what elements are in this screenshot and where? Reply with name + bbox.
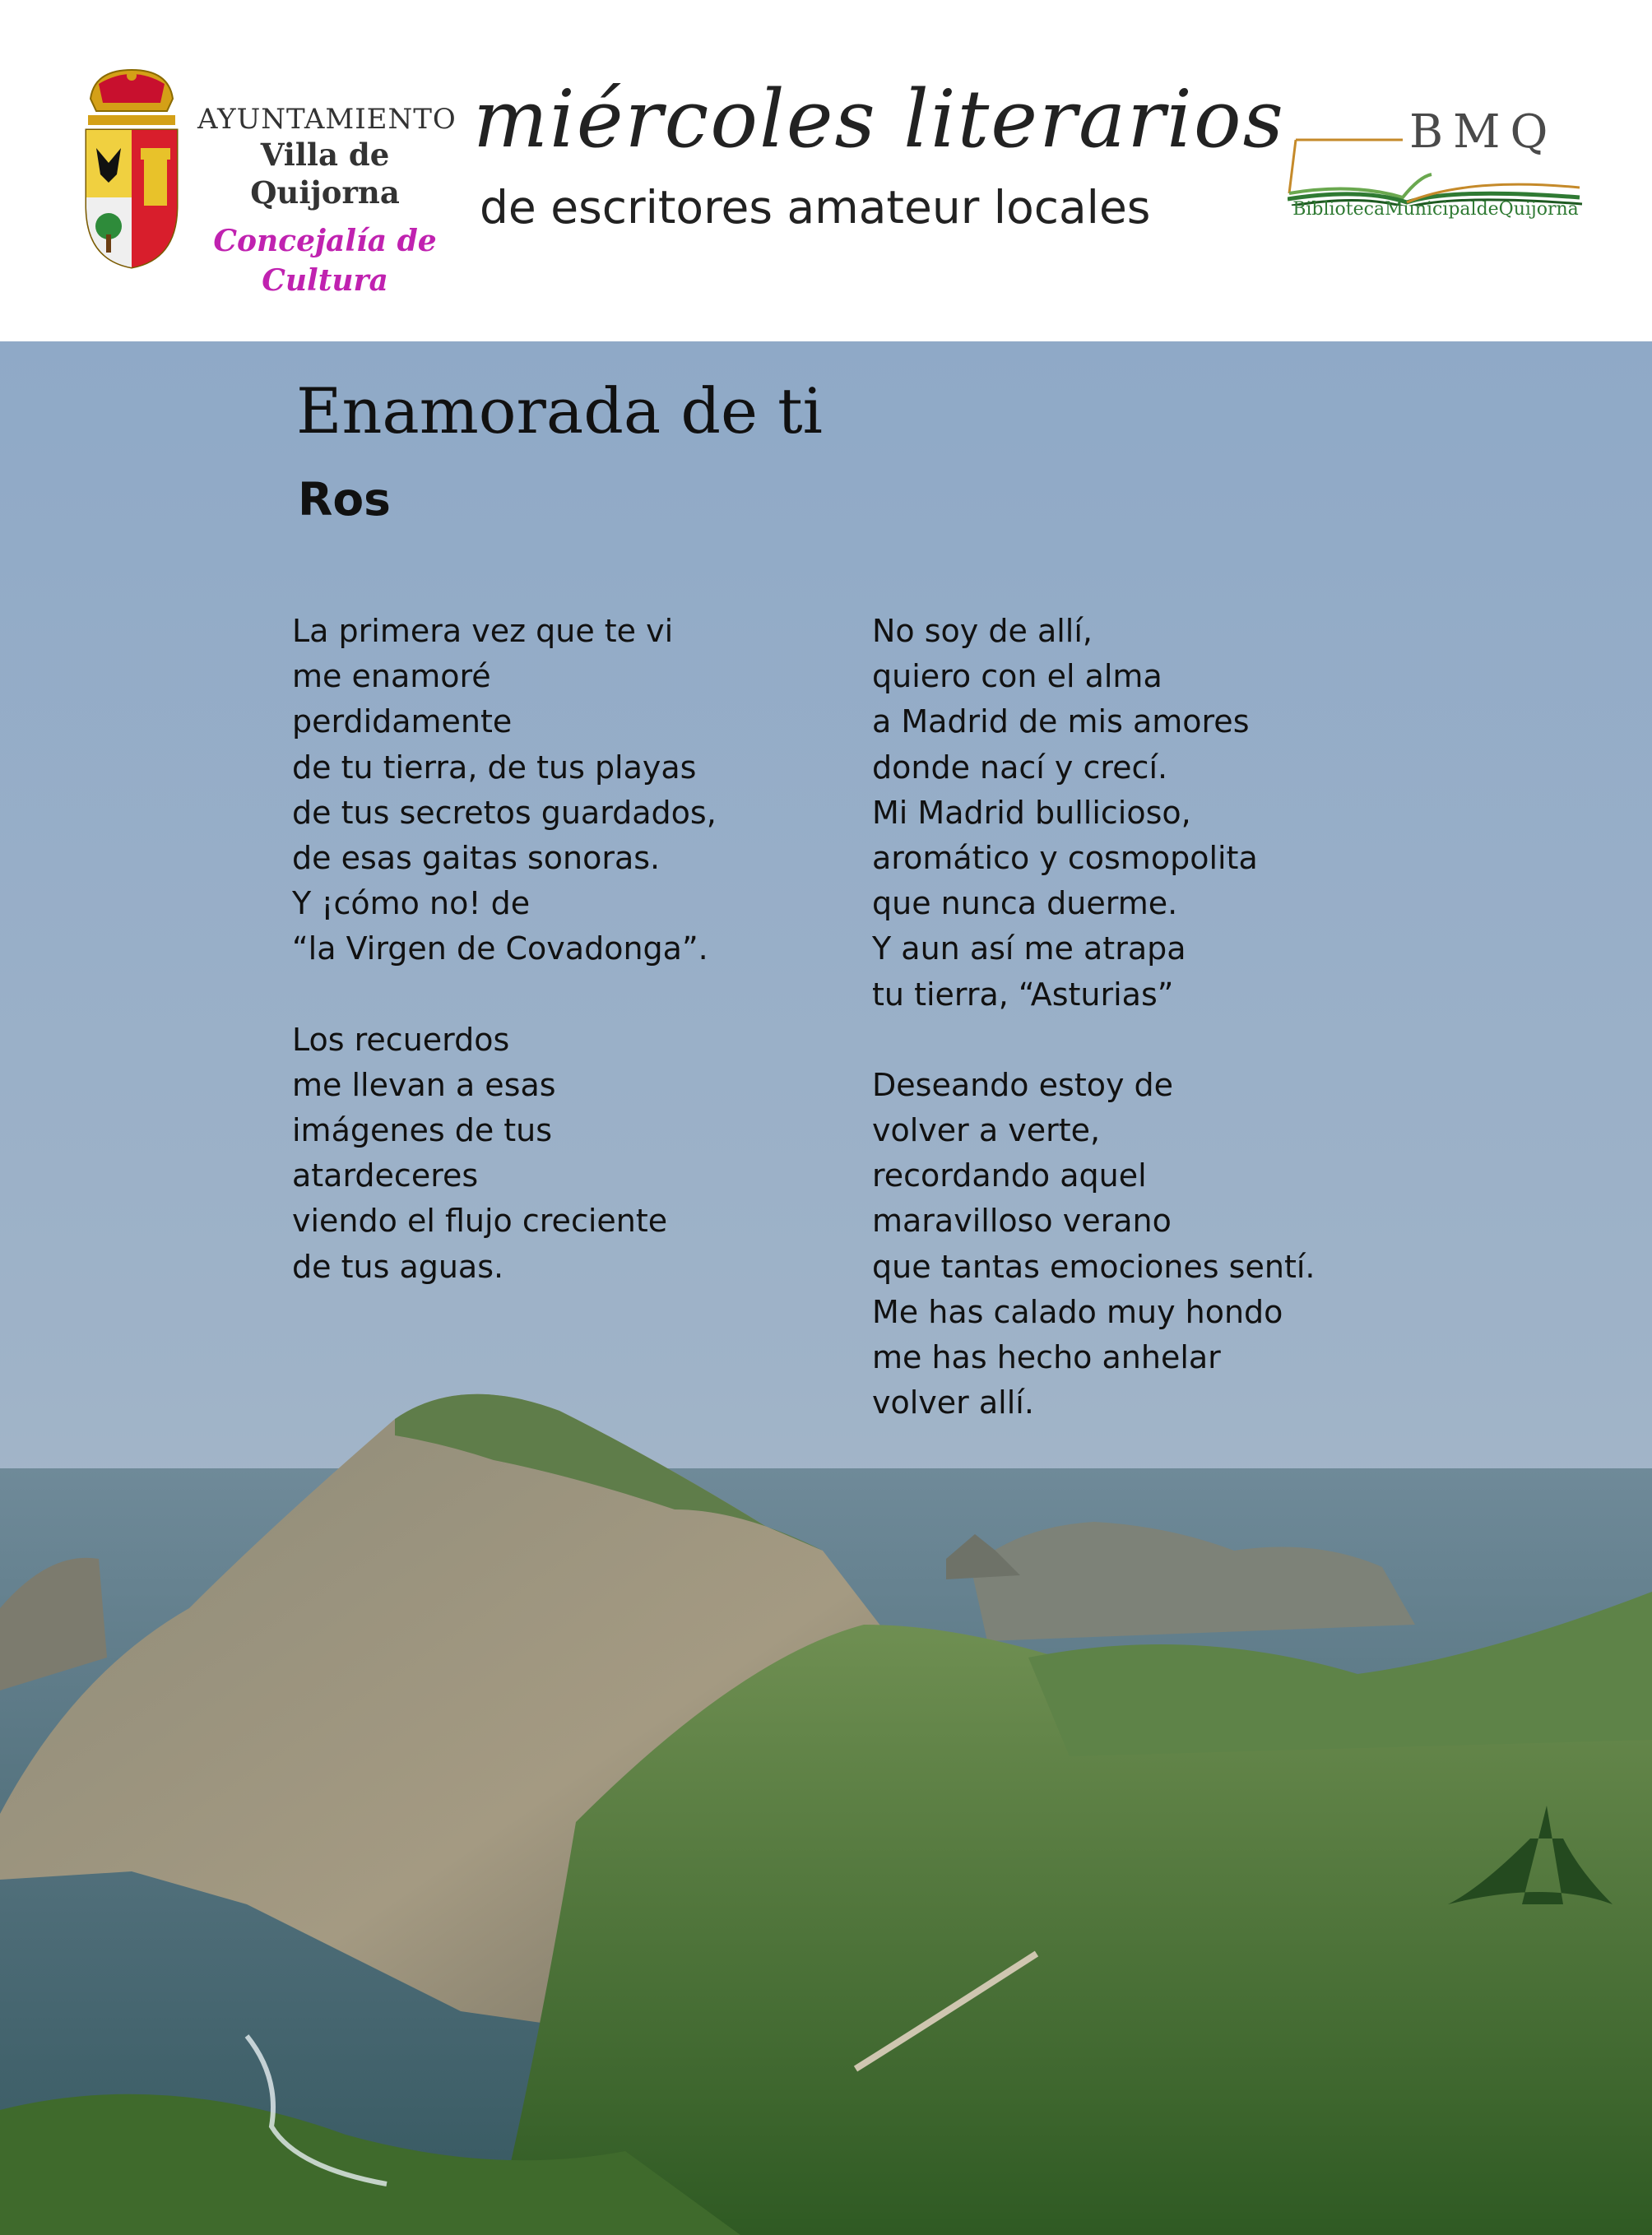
- header: [0, 0, 1652, 341]
- poem-line: recordando aquel: [872, 1157, 1147, 1194]
- series-subtitle: de escritores amateur locales: [480, 181, 1151, 234]
- library-name: BibliotecaMunicipaldeQuijorna: [1292, 199, 1579, 220]
- poem-line: No soy de allí,: [872, 613, 1093, 649]
- poem-panel: [0, 341, 1652, 2235]
- poem-line: a Madrid de mis amores: [872, 703, 1250, 740]
- poem-line: viendo el flujo creciente: [292, 1203, 668, 1240]
- poem-line: me enamoré: [292, 658, 491, 695]
- poem-line: Me has calado muy hondo: [872, 1293, 1283, 1330]
- villa-label: Villa de Quijorna: [250, 137, 400, 211]
- poem-line: atardeceres: [292, 1157, 479, 1194]
- poem-line: Y ¡cómo no! de: [292, 885, 531, 922]
- poem-line: volver a verte,: [872, 1112, 1101, 1149]
- poem-line: perdidamente: [292, 703, 513, 740]
- poem-line: Los recuerdos: [292, 1021, 510, 1058]
- concejalia-line2: Cultura: [262, 263, 388, 298]
- poem-line: de tus aguas.: [292, 1248, 504, 1285]
- stanza-break: [292, 972, 717, 1018]
- poem-line: quiero con el alma: [872, 658, 1162, 695]
- coat-of-arms-icon: [78, 66, 185, 271]
- poem-column-left: [292, 609, 717, 1290]
- library-initials: BMQ: [1409, 105, 1558, 159]
- stanza-break: [872, 1018, 1315, 1063]
- poem-line: donde nací y crecí.: [872, 749, 1168, 786]
- ayuntamiento-label: AYUNTAMIENTO: [197, 103, 457, 136]
- poem-line: imágenes de tus: [292, 1112, 553, 1149]
- poem-line: Deseando estoy de: [872, 1066, 1174, 1103]
- ayuntamiento-block: [197, 103, 457, 300]
- poem-line: volver allí.: [872, 1384, 1034, 1421]
- poem-line: aromático y cosmopolita: [872, 839, 1258, 876]
- poem-line: Y aun así me atrapa: [872, 930, 1186, 967]
- concejalia-line1: Concejalía de: [213, 224, 437, 258]
- series-title: miércoles literarios: [473, 73, 1285, 165]
- poem-line: de tus secretos guardados,: [292, 794, 717, 831]
- poem-line: de esas gaitas sonoras.: [292, 839, 661, 876]
- poem-line: que nunca duerme.: [872, 885, 1178, 922]
- poem-author: Ros: [298, 473, 391, 526]
- poem-line: me has hecho anhelar: [872, 1339, 1221, 1375]
- poem-line: que tantas emociones sentí.: [872, 1248, 1316, 1285]
- poem-line: Mi Madrid bullicioso,: [872, 794, 1191, 831]
- library-logo: [1288, 99, 1584, 239]
- poem-column-right: [872, 609, 1315, 1426]
- poem-line: maravilloso verano: [872, 1203, 1172, 1240]
- poem-line: tu tierra, “Asturias”: [872, 976, 1174, 1013]
- poem-line: de tu tierra, de tus playas: [292, 749, 697, 786]
- poem-line: “la Virgen de Covadonga”.: [292, 930, 708, 967]
- poem-line: La primera vez que te vi: [292, 613, 674, 649]
- poem-title: Enamorada de ti: [296, 374, 823, 447]
- poem-line: me llevan a esas: [292, 1066, 556, 1103]
